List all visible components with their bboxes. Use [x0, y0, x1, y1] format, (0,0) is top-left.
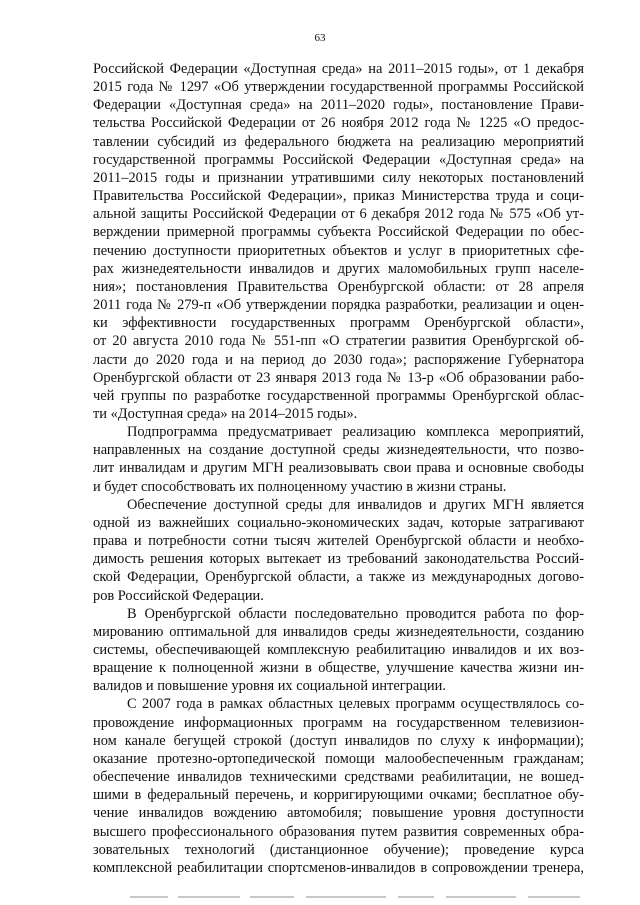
text-line: государственной программы Российской Федерации «Доступная среда» на [93, 151, 584, 168]
text-line: от 20 августа 2010 года № 551-пп «О стратегии развития Оренбургской об- [93, 333, 584, 350]
text-line: чение инвалидов вождению автомобиля; повышение уровня доступности [93, 805, 584, 822]
page-number: 63 [314, 32, 326, 44]
text-line: мированию оптимальной для инвалидов среды жизнедеятельности, созданию [93, 623, 584, 640]
text-line: направленных на создание доступной среды жизнедеятельности, что позво- [93, 442, 584, 459]
text-line: шими в федеральный перечень, и корригирующими очками; бесплатное обу- [93, 787, 584, 804]
text-line: Подпрограмма предусматривает реализацию комплекса мероприятий, [127, 424, 584, 441]
text-line: Правительства Российской Федерации», приказ Министерства труда и соци- [93, 188, 584, 205]
text-line: и будет способствовать их полноценному участию в жизни страны. [93, 478, 507, 495]
text-line: Обеспечение доступной среды для инвалидов и других МГН является [127, 496, 584, 513]
text-line: тельства Российской Федерации от 26 ноября 2012 года № 1225 «О предос- [93, 115, 584, 132]
text-line: провождение информационных программ на государственном телевизион- [93, 714, 584, 731]
text-line: печению доступности приоритетных объектов и услуг в приоритетных сфе- [93, 242, 584, 259]
text-line: альной защиты Российской Федерации от 6 декабря 2012 года № 575 «Об ут- [93, 206, 584, 223]
text-line: ния»; постановления Правительства Оренбургской области: от 28 апреля [93, 278, 584, 295]
text-line: валидов и повышение уровня их социальной интеграции. [93, 678, 446, 695]
text-line: ской Федерации, Оренбургской области, а также из международных догово- [93, 569, 584, 586]
text-line: Федерации «Доступная среда» на 2011–2020 годы», постановление Прави- [93, 97, 584, 114]
text-line: зовательных технологий (дистанционное обучение); проведение курса [93, 841, 584, 858]
bottom-edge-artifact [130, 893, 610, 901]
text-line: обеспечение инвалидов техническими средствами реабилитации, не вошед- [93, 769, 584, 786]
text-line: высшего профессионального образования путем развития современных обра- [93, 823, 584, 840]
text-line: ров Российской Федерации. [93, 587, 264, 604]
text-line: ти «Доступная среда» на 2014–2015 годы». [93, 405, 358, 422]
text-line: 2011–2015 годы и признании утратившими силу некоторых постановлений [93, 169, 584, 186]
text-line: тавлении субсидий из федерального бюджета на реализацию мероприятий [93, 133, 584, 150]
text-line: системы, обеспечивающей комплексную реабилитацию инвалидов и их воз- [93, 642, 584, 658]
text-line: ном канале бегущей строкой (доступ инвалидов по слуху к информации); [93, 732, 584, 749]
text-line: ласти до 2020 года и на период до 2030 года»; распоряжение Губернатора [93, 351, 584, 368]
text-line: чей группы по разработке государственной программы Оренбургской облас- [93, 387, 584, 404]
text-line: 2015 года № 1297 «Об утверждении государственной программы Российской [93, 79, 584, 96]
text-line: верждении примерной программы субъекта Российской Федерации по обес- [93, 224, 584, 241]
body-text [93, 60, 584, 877]
text-line: рах жизнедеятельности инвалидов и других маломобильных групп населе- [93, 260, 584, 277]
text-line: В Оренбургской области последовательно проводится работа по фор- [127, 605, 584, 622]
text-line: димость решения которых вытекает из требований законодательства Россий- [93, 551, 584, 568]
text-line: лит инвалидам и другим МГН реализовывать свои права и основные свободы [93, 460, 584, 477]
text-line: вращение к полноценной жизни в обществе, улучшение качества жизни ин- [93, 660, 584, 677]
text-line: ки эффективности государственных программ Оренбургской области», [93, 315, 584, 332]
text-line: Российской Федерации «Доступная среда» на 2011–2015 годы», от 1 декабря [93, 61, 584, 77]
text-line: С 2007 года в рамках областных целевых программ осуществлялось со- [127, 696, 584, 713]
text-line: права и потребности сотни тысяч жителей Оренбургской области и необхо- [93, 533, 584, 550]
text-line: одной из важнейших социально-экономических задач, которые затрагивают [93, 514, 584, 531]
text-line: комплексной реабилитации спортсменов-инвалидов в сопровождении тренера, [93, 859, 584, 876]
text-line: 2011 года № 279-п «Об утверждении порядка разработки, реализации и оцен- [93, 297, 584, 314]
text-line: оказание протезно-ортопедической помощи малообеспеченным гражданам; [93, 750, 584, 767]
text-line: Оренбургской области от 23 января 2013 года № 13-р «Об образовании рабо- [93, 369, 584, 386]
